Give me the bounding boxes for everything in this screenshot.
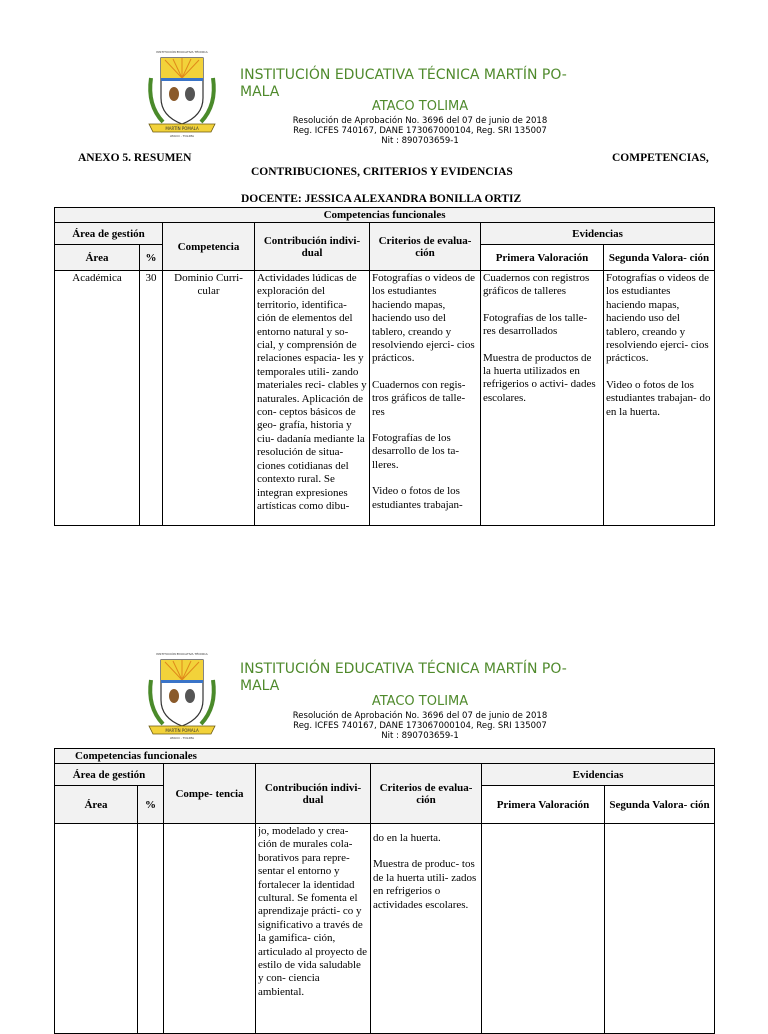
institution-title-line1: INSTITUCIÓN EDUCATIVA TÉCNICA MARTÍN PO- — [240, 67, 567, 83]
criterio-item: Fotografías de los desarrollo de los ta- lleres. — [372, 432, 460, 471]
header-primera-valoracion: Primera Valoración — [482, 786, 605, 824]
resolution-line: Resolución de Aprobación No. 3696 del 07 de junio de 2018 — [292, 116, 548, 126]
cell-area — [55, 824, 138, 1034]
institution-title — [240, 67, 567, 101]
header-percent: % — [138, 786, 164, 824]
cell-segunda-valoracion — [605, 824, 715, 1034]
teacher-name: DOCENTE: JESSICA ALEXANDRA BONILLA ORTIZ — [241, 193, 522, 205]
cell-primera-valoracion — [481, 271, 604, 526]
table-title: Competencias funcionales — [55, 208, 715, 223]
cell-contribucion-text: Actividades lúdicas de exploración del territorio, identifica- ción de elementos del entorno natural y so- cial, y comprensión de relaciones espacia- les y temporales utili- zando materiales reci- clables y naturales. Aplicación de con- ceptos básicos de geo- grafía, historia y ciu- dadanía mediante la resolución de situa- ciones cotidianas del contexto rural. Se integran expresiones artísticas como dibu- — [257, 272, 367, 512]
cell-segunda-valoracion — [604, 271, 715, 526]
evidencia-item: Video o fotos de los estudiantes trabajan- do en la huerta. — [606, 378, 711, 418]
registry-line: Reg. ICFES 740167, DANE 173067000104, Reg. SRI 135007 — [293, 126, 547, 136]
city-label: ATACO TOLIMA — [371, 99, 469, 114]
header-area: Área — [55, 786, 138, 824]
header-area-gestion: Área de gestión — [55, 223, 163, 245]
header-area-gestion: Área de gestión — [55, 764, 164, 786]
nit-line: Nit : 890703659-1 — [381, 136, 459, 146]
cell-criterios — [371, 824, 482, 1034]
annex-title-right: COMPETENCIAS, — [612, 152, 709, 164]
svg-text:MARTÍN POMALA: MARTÍN POMALA — [165, 126, 199, 131]
competencies-table-1 — [54, 207, 715, 526]
cell-area: Académica — [55, 271, 140, 526]
cell-competencia: Dominio Curri- cular — [163, 271, 255, 526]
shield-crest-icon — [143, 50, 221, 138]
evidencia-item: Cuadernos con registros gráficos de talleres — [483, 272, 590, 298]
cell-contribucion-text: jo, modelado y crea- ción de murales cola- borativos para repre- sentar el entorno y fortalecer la identidad cultural. Se fomenta el aprendizaje prácti- co y significativo a través de la gamifica- ción, articulado al proyecto de estilo de vida saludable y con- ciencia ambiental. — [258, 825, 368, 998]
svg-text:ATACO - TOLIMA: ATACO - TOLIMA — [169, 736, 195, 740]
institution-title-line2: MALA — [240, 678, 280, 694]
criterio-item: Video o fotos de los estudiantes trabajan- — [372, 485, 463, 511]
header-percent: % — [140, 245, 163, 271]
cell-contribucion — [255, 271, 370, 526]
resolution-line: Resolución de Aprobación No. 3696 del 07 de junio de 2018 — [292, 711, 548, 721]
header-contribucion: Contribución indivi- dual — [255, 223, 370, 271]
shield-crest-icon — [143, 652, 221, 740]
svg-text:MARTÍN POMALA: MARTÍN POMALA — [165, 728, 199, 733]
header-competencia: Competencia — [163, 223, 255, 271]
svg-text:ATACO - TOLIMA: ATACO - TOLIMA — [169, 134, 195, 138]
institution-title-line2: MALA — [240, 84, 280, 100]
header-evidencias: Evidencias — [481, 223, 715, 245]
cell-competencia — [164, 824, 256, 1034]
evidencia-item: Fotografías de los talle- res desarrollados — [483, 311, 588, 338]
institution-title-line1: INSTITUCIÓN EDUCATIVA TÉCNICA MARTÍN PO- — [240, 661, 567, 677]
evidencia-item: Muestra de productos de la huerta utilizados en refrigerios o activi- dades escolares. — [483, 351, 596, 404]
table-title: Competencias funcionales — [55, 749, 715, 764]
header-criterios: Criterios de evalua- ción — [370, 223, 481, 271]
svg-text:INSTITUCIÓN EDUCATIVA TÉCNICA: INSTITUCIÓN EDUCATIVA TÉCNICA — [156, 50, 208, 54]
header-competencia: Compe- tencia — [164, 764, 256, 824]
city-label: ATACO TOLIMA — [371, 694, 469, 709]
criterio-item: do en la huerta. — [373, 832, 441, 844]
annex-title-left: ANEXO 5. RESUMEN — [78, 152, 192, 164]
header-evidencias: Evidencias — [482, 764, 715, 786]
competencies-table-2 — [54, 748, 715, 1034]
header-segunda-valoracion: Segunda Valora- ción — [604, 245, 715, 271]
cell-primera-valoracion — [482, 824, 605, 1034]
resolution-block — [270, 116, 570, 146]
cell-contribucion — [256, 824, 371, 1034]
header-primera-valoracion: Primera Valoración — [481, 245, 604, 271]
svg-text:INSTITUCIÓN EDUCATIVA TÉCNICA: INSTITUCIÓN EDUCATIVA TÉCNICA — [156, 652, 208, 656]
registry-line: Reg. ICFES 740167, DANE 173067000104, Reg. SRI 135007 — [293, 721, 547, 731]
evidencia-item: Fotografías o videos de los estudiantes haciendo mapas, haciendo uso del tablero, creando y resolviendo ejerci- cios prácticos. — [606, 272, 709, 365]
header-criterios: Criterios de evalua- ción — [371, 764, 482, 824]
criterio-item: Cuadernos con regis- tros gráficos de talle- res — [372, 378, 466, 418]
criterio-item: Muestra de produc- tos de la huerta utili- zados en refrigerios o actividades escolares. — [373, 858, 477, 911]
header-segunda-valoracion: Segunda Valora- ción — [605, 786, 715, 824]
header-contribucion: Contribución indivi- dual — [256, 764, 371, 824]
cell-percent: 30 — [140, 271, 163, 526]
cell-criterios — [370, 271, 481, 526]
resolution-block — [270, 711, 570, 741]
criterio-item: Fotografías o videos de los estudiantes haciendo mapas, haciendo uso del tablero, creando y resolviendo ejerci- cios prácticos. — [372, 272, 475, 365]
nit-line: Nit : 890703659-1 — [381, 731, 459, 741]
cell-percent — [138, 824, 164, 1034]
annex-subtitle: CONTRIBUCIONES, CRITERIOS Y EVIDENCIAS — [251, 166, 513, 178]
header-area: Área — [55, 245, 140, 271]
institution-title — [240, 661, 567, 695]
